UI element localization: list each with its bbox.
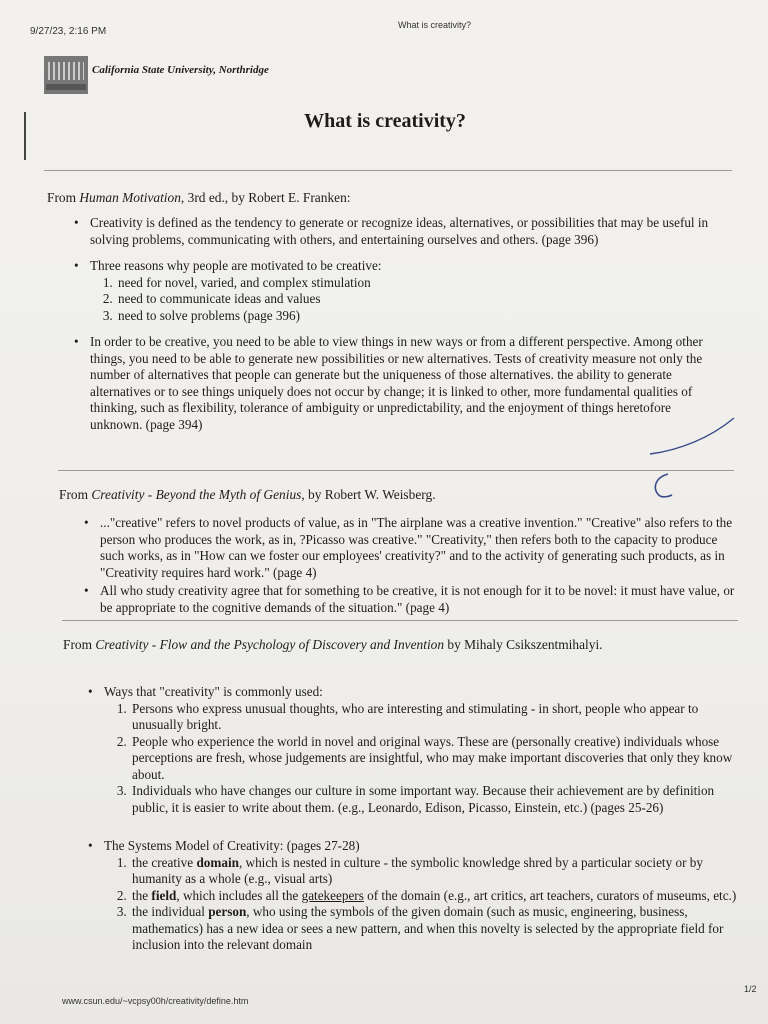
source-author: , 3rd ed., by Robert E. Franken: (180, 190, 351, 205)
list-item: 2. need to communicate ideas and values (116, 291, 726, 308)
footer-url: www.csun.edu/~vcpsy00h/creativity/define.htm (62, 996, 249, 1006)
section-csikszentmihalyi (88, 684, 742, 964)
list-item (74, 215, 726, 248)
item-text: , who using the symbols of the given domain (such as music, engineering, business, mathematics) has a new idea or sees a new pattern, and when this novelty is selected by the appropriate field for inclusion into the relevant domain (132, 904, 724, 952)
source-book-title: Creativity - Flow and the Psychology of Discovery and Invention (95, 637, 445, 652)
source-weisberg (59, 487, 436, 503)
page-number: 1/2 (744, 984, 757, 994)
divider (62, 620, 738, 621)
source-book-title: Human Motivation (79, 190, 181, 205)
item-text: , which includes all the (176, 887, 302, 903)
university-name: California State University, Northridge (92, 64, 269, 76)
page-title (0, 110, 768, 133)
item-text: of the domain (e.g., art critics, art teachers, curators of museums, etc.) (363, 887, 737, 903)
list-item (88, 838, 742, 954)
list-item: 1. need for novel, varied, and complex stimulation (116, 275, 726, 292)
source-book-title: Creativity - Beyond the Myth of Genius (91, 487, 302, 502)
item-text: the (132, 887, 152, 903)
item-text: the individual (132, 904, 209, 919)
bullet-text: Creativity is defined as the tendency to generate or recognize ideas, alternatives, or possibilities that may be useful in solving problems, communicating with others, and entertaining ourselves and others. (page 396) (90, 215, 709, 247)
term-domain: domain (196, 854, 239, 870)
page-title-text: What is creativity? (304, 110, 466, 132)
bullet-text: In order to be creative, you need to be able to view things in new ways or from a different perspective. Among other things, you need to be able to generate new possibilities or new alternatives. Tests of creativity measure not only the number of alternatives that people can generate but the uniqueness of those alternatives. the ability to generate alternatives or to see things uniquely does not occur by change; it is linked to other, more fundamental qualities of thinking, such as flexibility, tolerance of ambiguity or unpredictability, and the enjoyment of things heretofore unknown. (page 394) (90, 334, 703, 432)
list-item: 3. need to solve problems (page 396) (116, 308, 726, 325)
source-prefix: From (63, 637, 96, 652)
print-doc-title: What is creativity? (398, 20, 472, 30)
list-item (74, 258, 726, 324)
list-item (130, 855, 742, 888)
bullet-text: Three reasons why people are motivated to be creative: (90, 258, 382, 273)
source-csikszentmihalyi (63, 637, 603, 653)
item-text: , which is nested in culture - the symbolic knowledge shred by a particular society or by humanity as a whole (e.g., visual arts) (132, 854, 703, 886)
term-person: person (208, 904, 247, 919)
source-author: by Mihaly Csikszentmihalyi. (444, 637, 603, 652)
source-franken (47, 190, 351, 206)
term-field: field (151, 887, 177, 903)
source-author: , by Robert W. Weisberg. (301, 487, 436, 502)
section-franken (74, 215, 726, 443)
list-item: 1. Persons who express unusual thoughts, who are interesting and stimulating - in short, people who appear to unusually bright. (130, 701, 742, 734)
source-prefix: From (59, 487, 92, 502)
university-logo (44, 56, 88, 94)
bullet-text: The Systems Model of Creativity: (pages 27-28) (104, 838, 360, 853)
source-prefix: From (47, 190, 80, 205)
list-item (84, 583, 736, 616)
pen-annotation (640, 416, 740, 506)
list-item (84, 515, 736, 581)
print-datetime: 9/27/23, 2:16 PM (30, 26, 107, 37)
list-item (130, 888, 742, 905)
list-item (88, 684, 742, 816)
bullet-text: Ways that "creativity" is commonly used: (104, 684, 323, 699)
gatekeepers-link[interactable]: gatekeepers (301, 887, 364, 903)
list-item: 2. People who experience the world in novel and original ways. These are (personally creative) individuals whose perceptions are fresh, whose judgements are insightful, who may make important discoveries that only they know about. (130, 734, 742, 784)
divider (44, 170, 732, 171)
bullet-text: ..."creative" refers to novel products of value, as in "The airplane was a creative invention." "Creative" also refers to the person who produces the work, as in, ?Picasso was creative." "Creativity," then refers both to the capacity to produce such works, as in "How can we foster our employees' creativity?" and to the activity of generating such products, as in "Creativity requires hard work." (page 4) (100, 515, 733, 580)
list-item: 3. Individuals who have changes our culture in some important way. Because their achievement are by definition public, it is easier to write about them. (e.g., Leonardo, Edison, Picasso, Einstein, etc.) (pages 25-26) (130, 783, 742, 816)
list-item (74, 334, 726, 433)
item-text: the creative (132, 854, 197, 870)
divider (58, 470, 734, 471)
section-weisberg (84, 515, 736, 626)
bullet-text: All who study creativity agree that for something to be creative, it is not enough for it to be novel: it must have value, or be appropriate to the cognitive demands of the situation." (page 4) (100, 583, 735, 615)
list-item (130, 904, 742, 954)
